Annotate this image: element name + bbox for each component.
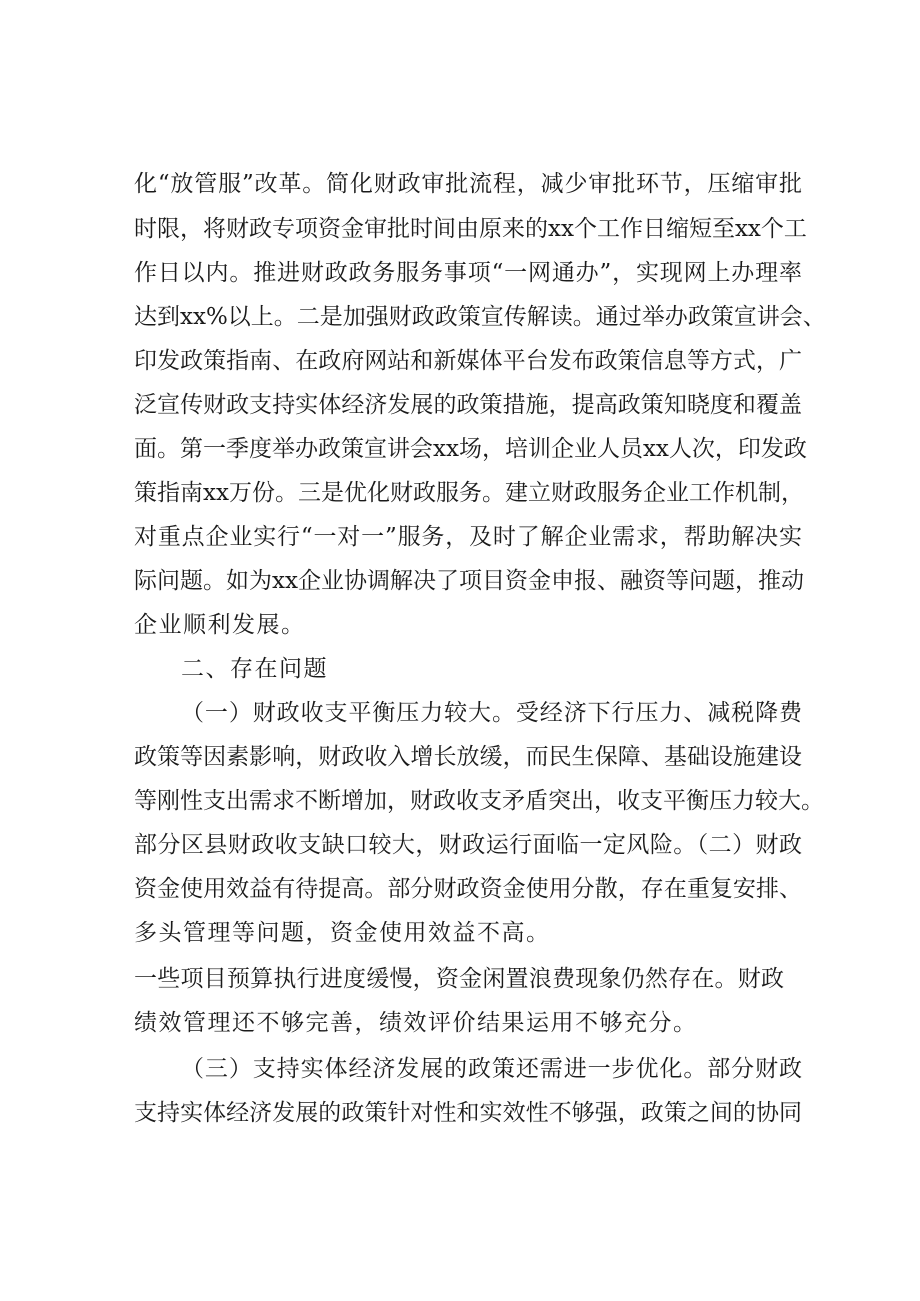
paragraph-line: 面。第一季度举办政策宣讲会xx场，培训企业人员xx人次，印发政 (134, 436, 807, 462)
paragraph-line: （三）支持实体经济发展的政策还需进一步优化。部分财政 (181, 1056, 802, 1082)
paragraph-line: 达到xx%以上。二是加强财政政策宣传解读。通过举办政策宣讲会、 (134, 304, 826, 330)
paragraph-line: 作日以内。推进财政政务服务事项“一网通办”，实现网上办理率 (134, 260, 802, 286)
paragraph-line: 等刚性支出需求不断增加，财政收支矛盾突出，收支平衡压力较大。 (134, 788, 824, 814)
paragraph-line: 时限，将财政专项资金审批时间由原来的xx个工作日缩短至xx个工 (134, 216, 807, 242)
paragraph-line: 化“放管服”改革。简化财政审批流程，减少审批环节，压缩审批 (134, 171, 802, 197)
paragraph-line: 多头管理等问题，资金使用效益不高。 (134, 920, 551, 946)
section-heading: 二、存在问题 (181, 656, 328, 682)
paragraph-line: 际问题。如为xx企业协调解决了项目资金申报、融资等问题，推动 (134, 568, 804, 594)
paragraph-line: 泛宣传财政支持实体经济发展的政策措施，提高政策知晓度和覆盖 (134, 392, 802, 418)
paragraph-line: 策指南xx万份。三是优化财政服务。建立财政服务企业工作机制， (134, 480, 804, 506)
paragraph-line: 支持实体经济发展的政策针对性和实效性不够强，政策之间的协同 (134, 1100, 802, 1126)
paragraph-line: （一）财政收支平衡压力较大。受经济下行压力、减税降费 (181, 700, 802, 726)
paragraph-line: 对重点企业实行“一对一”服务，及时了解企业需求，帮助解决实 (134, 524, 802, 550)
paragraph-line: 部分区县财政收支缺口较大，财政运行面临一定风险。（二）财政 (134, 832, 802, 858)
paragraph-line: 政策等因素影响，财政收入增长放缓，而民生保障、基础设施建设 (134, 744, 802, 770)
paragraph-line: 企业顺利发展。 (134, 612, 306, 638)
paragraph-line: 绩效管理还不够完善，绩效评价结果运用不够充分。 (134, 1010, 698, 1036)
paragraph-line: 资金使用效益有待提高。部分财政资金使用分散，存在重复安排、 (134, 876, 802, 902)
paragraph-line: 印发政策指南、在政府网站和新媒体平台发布政策信息等方式，广 (134, 348, 802, 374)
paragraph-line: 一些项目预算执行进度缓慢，资金闲置浪费现象仍然存在。财政 (134, 966, 784, 992)
